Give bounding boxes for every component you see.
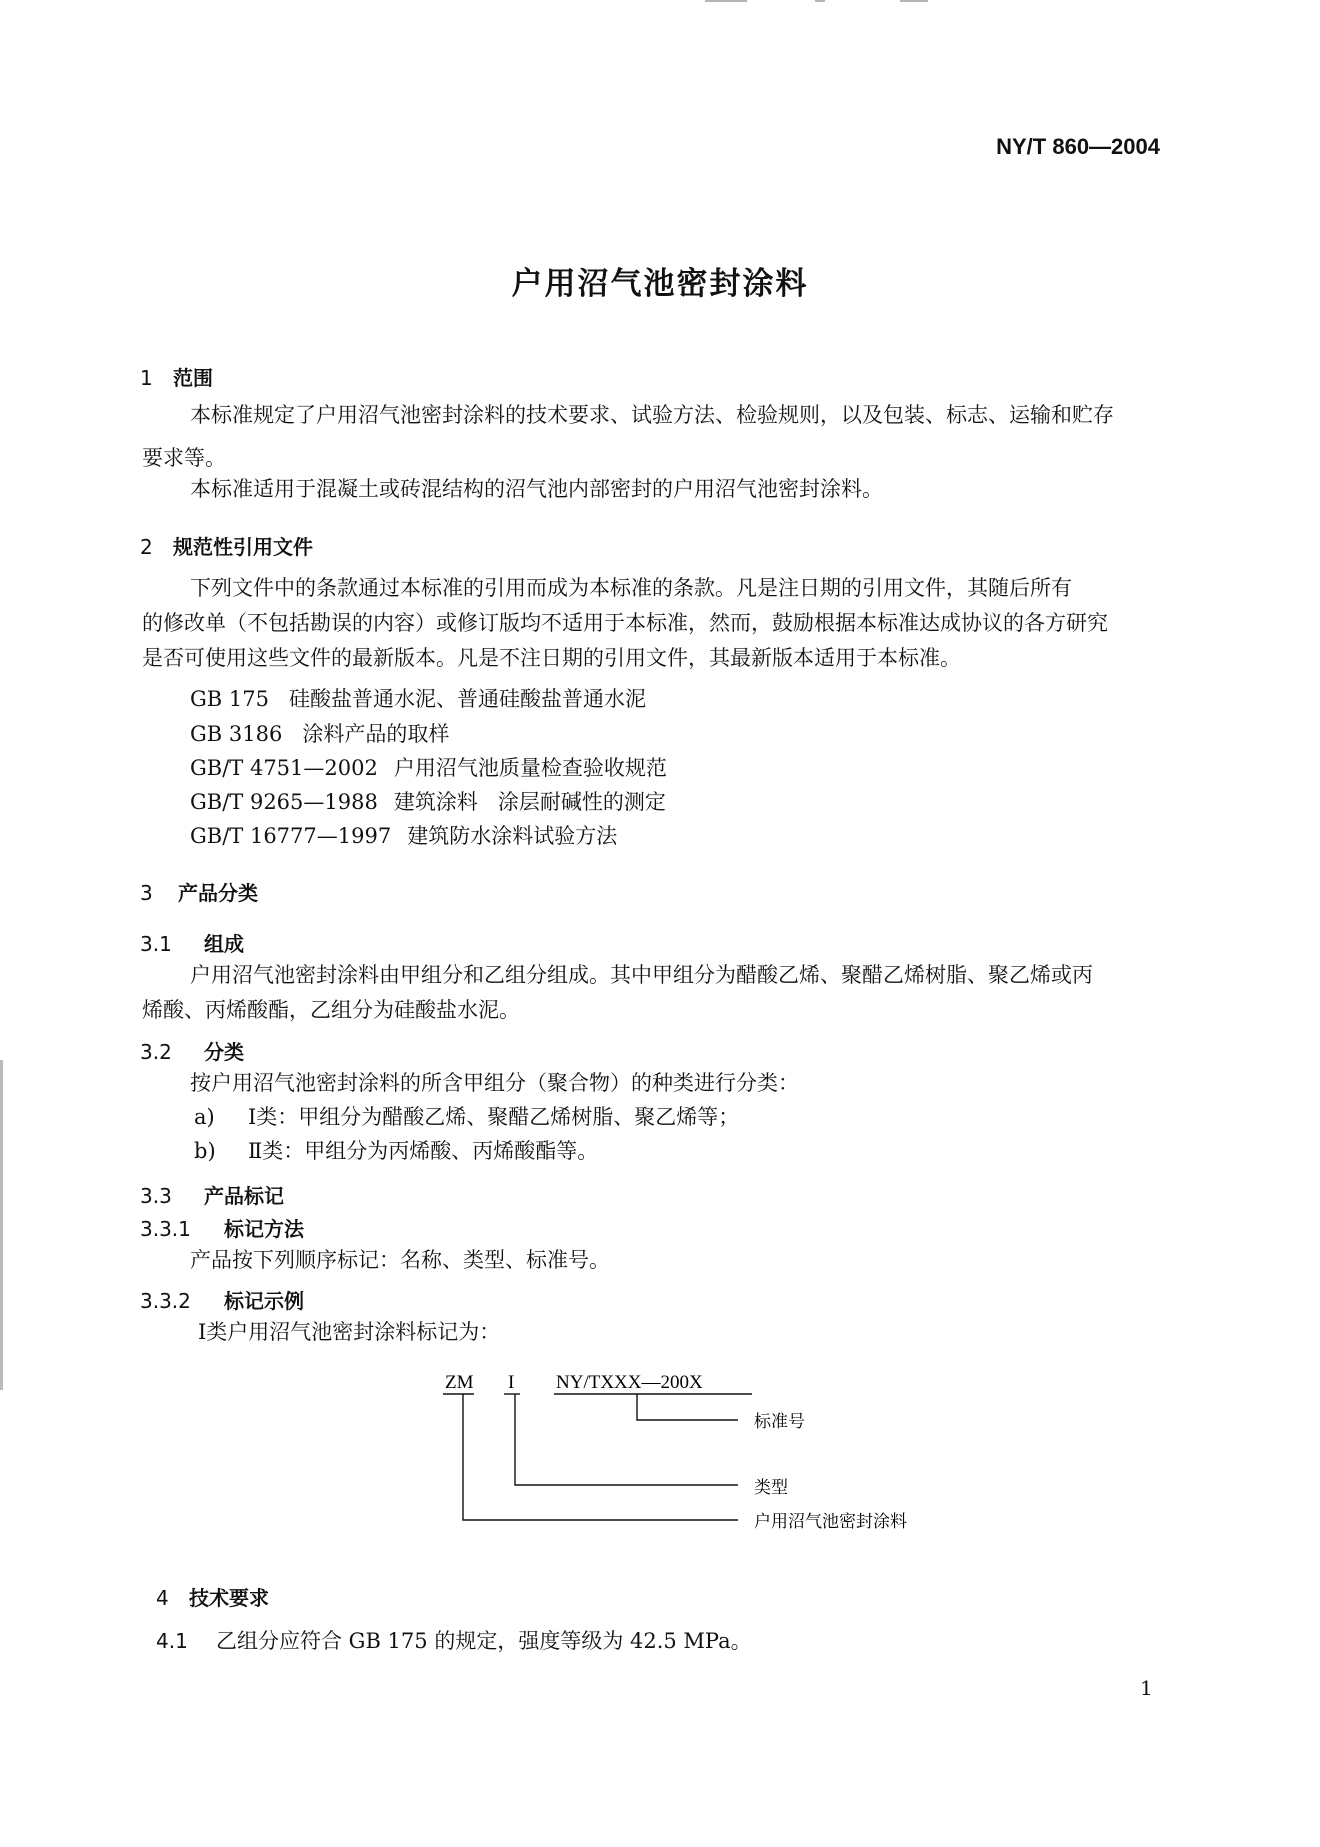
- section-title: 标记方法: [224, 1217, 304, 1241]
- reference-item: [190, 718, 449, 748]
- section-number: 4.1: [156, 1629, 188, 1653]
- reference-code: GB 175: [190, 687, 269, 711]
- subsection-3-3-2-heading: [140, 1285, 304, 1314]
- subsection-3-1-heading: [140, 928, 244, 957]
- section-number: 3.2: [140, 1040, 172, 1064]
- list-text: Ⅰ类：甲组分为醋酸乙烯、聚醋乙烯树脂、聚乙烯等；: [248, 1105, 740, 1129]
- s2-paragraph-line: 是否可使用这些文件的最新版本。凡是不注日期的引用文件，其最新版本适用于本标准。: [142, 646, 961, 670]
- section-2-heading: [140, 531, 313, 560]
- section-3-heading: [140, 877, 258, 906]
- section-title: 分类: [204, 1040, 244, 1064]
- section-title: 规范性引用文件: [173, 535, 313, 559]
- page-number: 1: [1140, 1676, 1153, 1700]
- s31-paragraph-line: 户用沼气池密封涂料由甲组分和乙组分组成。其中甲组分为醋酸乙烯、聚醋乙烯树脂、聚乙烯或丙: [190, 963, 1093, 987]
- leader-std: [637, 1394, 738, 1420]
- label-product-name: 户用沼气池密封涂料: [754, 1512, 907, 1532]
- document-title: 户用沼气池密封涂料: [511, 266, 809, 302]
- section-title: 范围: [173, 366, 213, 390]
- scan-mark: [705, 0, 747, 2]
- list-text: Ⅱ类：甲组分为丙烯酸、丙烯酸酯等。: [248, 1139, 599, 1163]
- diagram-code-std: NY/TXXX—200X: [556, 1372, 703, 1393]
- list-marker: b): [194, 1139, 216, 1163]
- subsection-3-2-heading: [140, 1036, 244, 1065]
- section-title: 产品标记: [204, 1184, 284, 1208]
- leader-name: [463, 1394, 738, 1520]
- subsection-3-3-heading: [140, 1180, 284, 1209]
- section-title: 产品分类: [178, 881, 258, 905]
- reference-code: GB/T 9265—1988: [190, 790, 378, 814]
- s2-paragraph-line: 下列文件中的条款通过本标准的引用而成为本标准的条款。凡是注日期的引用文件，其随后所有: [190, 576, 1072, 600]
- section-1-heading: [140, 362, 213, 391]
- list-item: [194, 1134, 598, 1168]
- list-marker: a): [194, 1105, 215, 1129]
- section-number: 3.3.2: [140, 1289, 191, 1313]
- section-number: 2: [140, 535, 153, 559]
- s31-paragraph-line: 烯酸、丙烯酸酯，乙组分为硅酸盐水泥。: [142, 998, 520, 1022]
- marking-diagram: [0, 1360, 1320, 1620]
- reference-item: [190, 786, 666, 816]
- section-title: 技术要求: [189, 1586, 269, 1610]
- section-number: 4: [156, 1586, 169, 1610]
- section-title: 组成: [204, 932, 244, 956]
- label-standard-number: 标准号: [754, 1412, 805, 1432]
- s41-text: 乙组分应符合 GB 175 的规定，强度等级为 42.5 MPa。: [216, 1629, 752, 1653]
- reference-title: 户用沼气池质量检查验收规范: [393, 756, 667, 780]
- section-4-heading: [156, 1582, 269, 1611]
- s1-paragraph: 本标准适用于混凝土或砖混结构的沼气池内部密封的户用沼气池密封涂料。: [190, 477, 883, 501]
- reference-title: 建筑防水涂料试验方法: [407, 824, 618, 848]
- scan-edge: [0, 1060, 3, 1390]
- reference-item: [190, 752, 667, 782]
- diagram-code-type: I: [508, 1372, 515, 1393]
- reference-item: [190, 820, 617, 850]
- section-title: 标记示例: [224, 1289, 304, 1313]
- section-number: 3.1: [140, 932, 172, 956]
- reference-code: GB/T 16777—1997: [190, 824, 392, 848]
- s1-paragraph-line: 本标准规定了户用沼气池密封涂料的技术要求、试验方法、检验规则，以及包装、标志、运输和贮存: [190, 403, 1114, 427]
- s332-paragraph: Ⅰ类户用沼气池密封涂料标记为：: [198, 1320, 501, 1344]
- s1-paragraph-line: 要求等。: [142, 446, 226, 470]
- section-number: 3: [140, 881, 153, 905]
- leader-type: [515, 1394, 738, 1485]
- label-type: 类型: [754, 1478, 788, 1498]
- section-number: 3.3: [140, 1184, 172, 1208]
- s331-paragraph: 产品按下列顺序标记：名称、类型、标准号。: [190, 1248, 610, 1272]
- s32-intro: 按户用沼气池密封涂料的所含甲组分（聚合物）的种类进行分类：: [190, 1071, 799, 1095]
- reference-code: GB 3186: [190, 722, 283, 746]
- standard-number: NY/T 860—2004: [996, 134, 1160, 159]
- reference-title: 硅酸盐普通水泥、普通硅酸盐普通水泥: [288, 687, 646, 711]
- subsection-4-1: [156, 1624, 752, 1658]
- scan-mark: [900, 0, 928, 2]
- section-number: 3.3.1: [140, 1217, 191, 1241]
- scan-mark: [815, 0, 825, 2]
- reference-title: 涂料产品的取样: [302, 722, 450, 746]
- section-number: 1: [140, 366, 153, 390]
- reference-title: 涂层耐碱性的测定: [497, 790, 666, 814]
- s2-paragraph-line: 的修改单（不包括勘误的内容）或修订版均不适用于本标准，然而，鼓励根据本标准达成协议的各方研究: [142, 611, 1108, 635]
- subsection-3-3-1-heading: [140, 1213, 304, 1242]
- reference-item: [190, 683, 646, 713]
- reference-code: GB/T 4751—2002: [190, 756, 378, 780]
- reference-title: 建筑涂料: [393, 790, 478, 814]
- list-item: [194, 1100, 739, 1134]
- diagram-code-name: ZM: [445, 1372, 474, 1393]
